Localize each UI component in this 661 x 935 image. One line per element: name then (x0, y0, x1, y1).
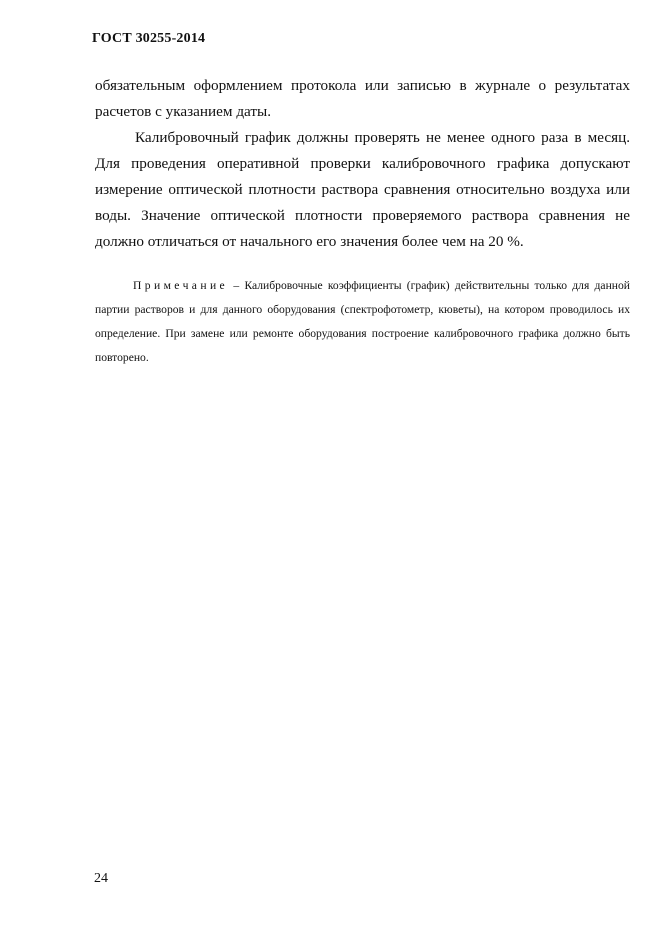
standard-code-header: ГОСТ 30255-2014 (92, 31, 206, 46)
note-block (95, 274, 630, 370)
note-text: Калибровочные коэффициенты (график) действительны только для данной партии растворов и для данного оборудования (спектрофотометр, кюветы), на котором проводилось их определение. При замене или ремонте оборудования построение калибровочного графика должно быть повторено. (95, 278, 630, 364)
note-label: Примечание (133, 278, 229, 292)
note-separator: – (228, 278, 245, 292)
page-number: 24 (94, 871, 108, 886)
paragraph-continuation: обязательным оформлением протокола или записью в журнале о результатах расчетов с указанием даты. (95, 77, 630, 120)
body-text (95, 73, 630, 255)
paragraph-calibration-check: Калибровочный график должны проверять не менее одного раза в месяц. Для проведения оперативной проверки калибровочного графика допускают измерение оптической плотности раствора сравнения относительно воздуха или воды. Значение оптической плотности проверяемого раствора сравнения не должно отличаться от начального его значения более чем на 20 %. (95, 129, 630, 250)
